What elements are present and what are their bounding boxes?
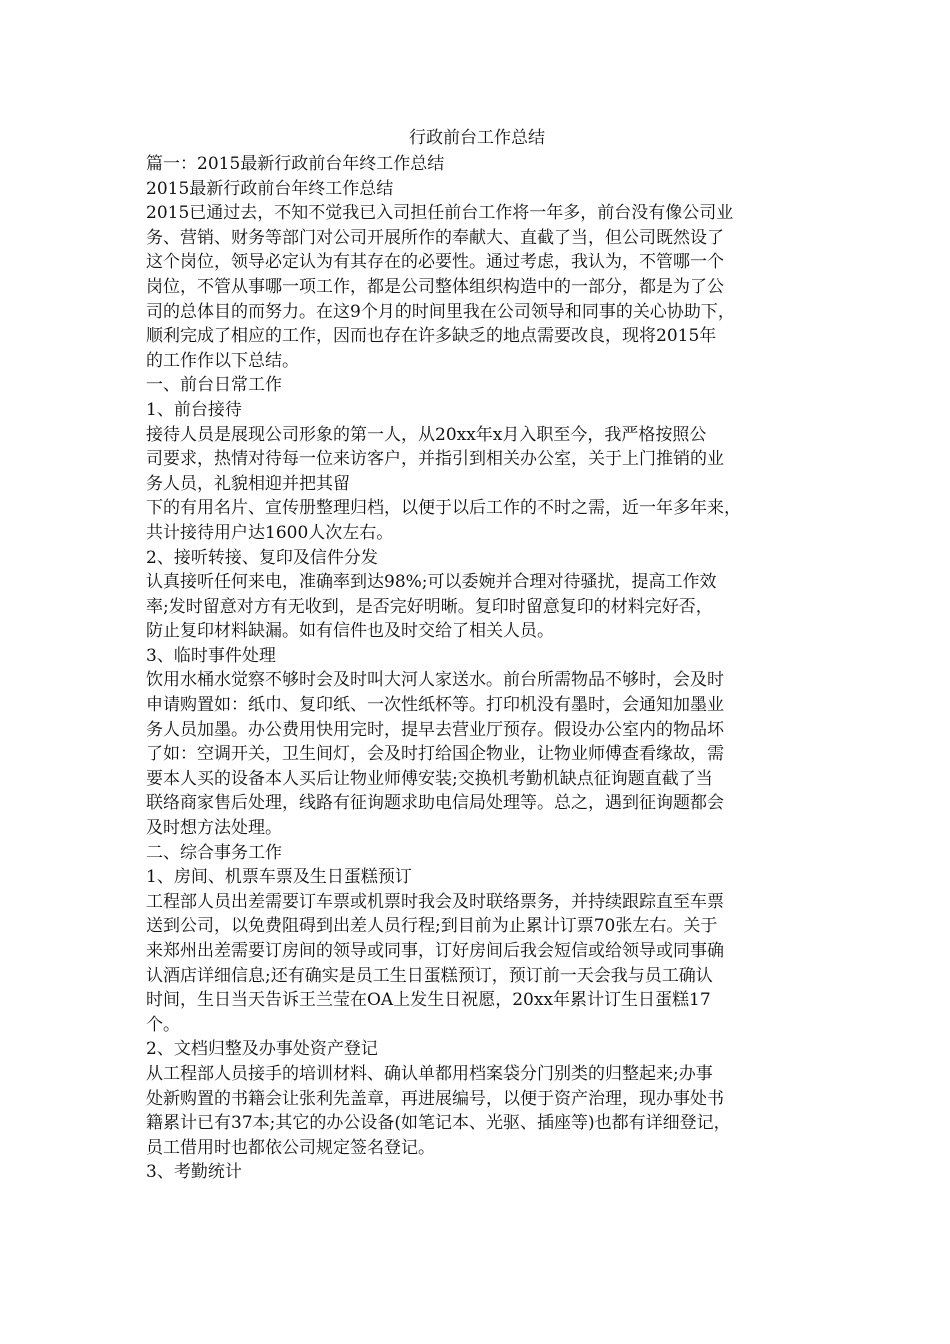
text-line: 2、接听转接、复印及信件分发 bbox=[146, 547, 378, 568]
text-line: 来郑州出差需要订房间的领导或同事，订好房间后我会短信或给领导或同事确 bbox=[146, 941, 724, 961]
text-line: 从工程部人员接手的培训材料、确认单都用档案袋分门别类的归整起来;办事 bbox=[146, 1063, 713, 1084]
text-line: 共计接待用户达1600人次左右。 bbox=[146, 522, 394, 543]
text-line: 下的有用名片、宣传册整理归档，以便于以后工作的不时之需，近一年多年来， bbox=[146, 498, 741, 519]
text-line: 处新购置的书籍会让张利先盖章，再进展编号，以便于资产治理，现办事处书 bbox=[146, 1088, 724, 1109]
text-line: 及时想方法处理。 bbox=[146, 818, 282, 839]
text-line: 3、临时事件处理 bbox=[146, 645, 276, 666]
text-line: 司要求，热情对待每一位来访客户，并指引到相关办公室，关于上门推销的业 bbox=[146, 449, 724, 470]
document-text bbox=[146, 152, 808, 1185]
text-line: 的工作作以下总结。 bbox=[146, 350, 299, 371]
text-line: 工程部人员出差需要订车票或机票时我会及时联络票务，并持续跟踪直至车票 bbox=[146, 891, 724, 912]
text-line: 认真接听任何来电，准确率到达98%;可以委婉并合理对待骚扰，提高工作效 bbox=[146, 572, 717, 593]
text-line: 二、综合事务工作 bbox=[146, 842, 282, 863]
text-line: 3、考勤统计 bbox=[146, 1162, 242, 1183]
text-line: 2015已通过去，不知不觉我已入司担任前台工作将一年多，前台没有像公司业 bbox=[146, 203, 734, 224]
document-title: 行政前台工作总结 bbox=[409, 128, 545, 148]
text-line: 司的总体目的而努力。在这9个月的时间里我在公司领导和同事的关心协助下， bbox=[146, 301, 735, 322]
text-line: 送到公司，以免费阻碍到出差人员行程;到目前为止累计订票70张左右。关于 bbox=[146, 916, 718, 937]
text-line: 1、房间、机票车票及生日蛋糕预订 bbox=[146, 867, 412, 888]
text-line: 2015最新行政前台年终工作总结 bbox=[146, 178, 394, 199]
text-line: 要本人买的设备本人买后让物业师傅安装;交换机考勤机缺点征询题直截了当 bbox=[146, 768, 713, 789]
document-body bbox=[146, 124, 808, 1185]
text-line: 一、前台日常工作 bbox=[146, 375, 282, 396]
text-line: 饮用水桶水觉察不够时会及时叫大河人家送水。前台所需物品不够时，会及时 bbox=[146, 670, 724, 691]
text-line: 申请购置如：纸巾、复印纸、一次性纸杯等。打印机没有墨时，会通知加墨业 bbox=[146, 695, 724, 716]
text-line: 务人员加墨。办公费用快用完时，提早去营业厅预存。假设办公室内的物品坏 bbox=[146, 719, 724, 740]
text-line: 员工借用时也都依公司规定签名登记。 bbox=[146, 1137, 435, 1158]
text-line: 时间，生日当天告诉王兰莹在OA上发生日祝愿，20xx年累计订生日蛋糕17 bbox=[146, 990, 711, 1011]
text-line: 务人员，礼貌相迎并把其留 bbox=[146, 473, 350, 494]
text-line: 率;发时留意对方有无收到，是否完好明晰。复印时留意复印的材料完好否， bbox=[146, 596, 713, 617]
text-line: 籍累计已有37本;其它的办公设备(如笔记本、光驱、插座等)也都有详细登记， bbox=[146, 1113, 731, 1134]
text-line: 这个岗位，领导必定认为有其存在的必要性。通过考虑，我认为，不管哪一个 bbox=[146, 252, 724, 273]
text-line: 个。 bbox=[146, 1014, 180, 1035]
text-line: 1、前台接待 bbox=[146, 399, 242, 420]
text-line: 认酒店详细信息;还有确实是员工生日蛋糕预订，预订前一天会我与员工确认 bbox=[146, 965, 713, 986]
text-line: 岗位，不管从事哪一项工作，都是公司整体组织构造中的一部分，都是为了公 bbox=[146, 276, 724, 297]
text-line: 防止复印材料缺漏。如有信件也及时交给了相关人员。 bbox=[146, 621, 554, 642]
text-line: 联络商家售后处理，线路有征询题求助电信局处理等。总之，遇到征询题都会 bbox=[146, 793, 724, 814]
text-line: 接待人员是展现公司形象的第一人，从20xx年x月入职至今，我严格按照公 bbox=[146, 424, 707, 445]
text-line: 了如：空调开关，卫生间灯，会及时打给国企物业，让物业师傅查看缘故，需 bbox=[146, 744, 724, 765]
text-line: 务、营销、财务等部门对公司开展所作的奉献大、直截了当，但公司既然设了 bbox=[146, 227, 724, 248]
text-line: 顺利完成了相应的工作，因而也存在许多缺乏的地点需要改良，现将2015年 bbox=[146, 326, 717, 347]
text-line: 篇一：2015最新行政前台年终工作总结 bbox=[146, 154, 445, 174]
text-line: 2、文档归整及办事处资产登记 bbox=[146, 1039, 378, 1060]
